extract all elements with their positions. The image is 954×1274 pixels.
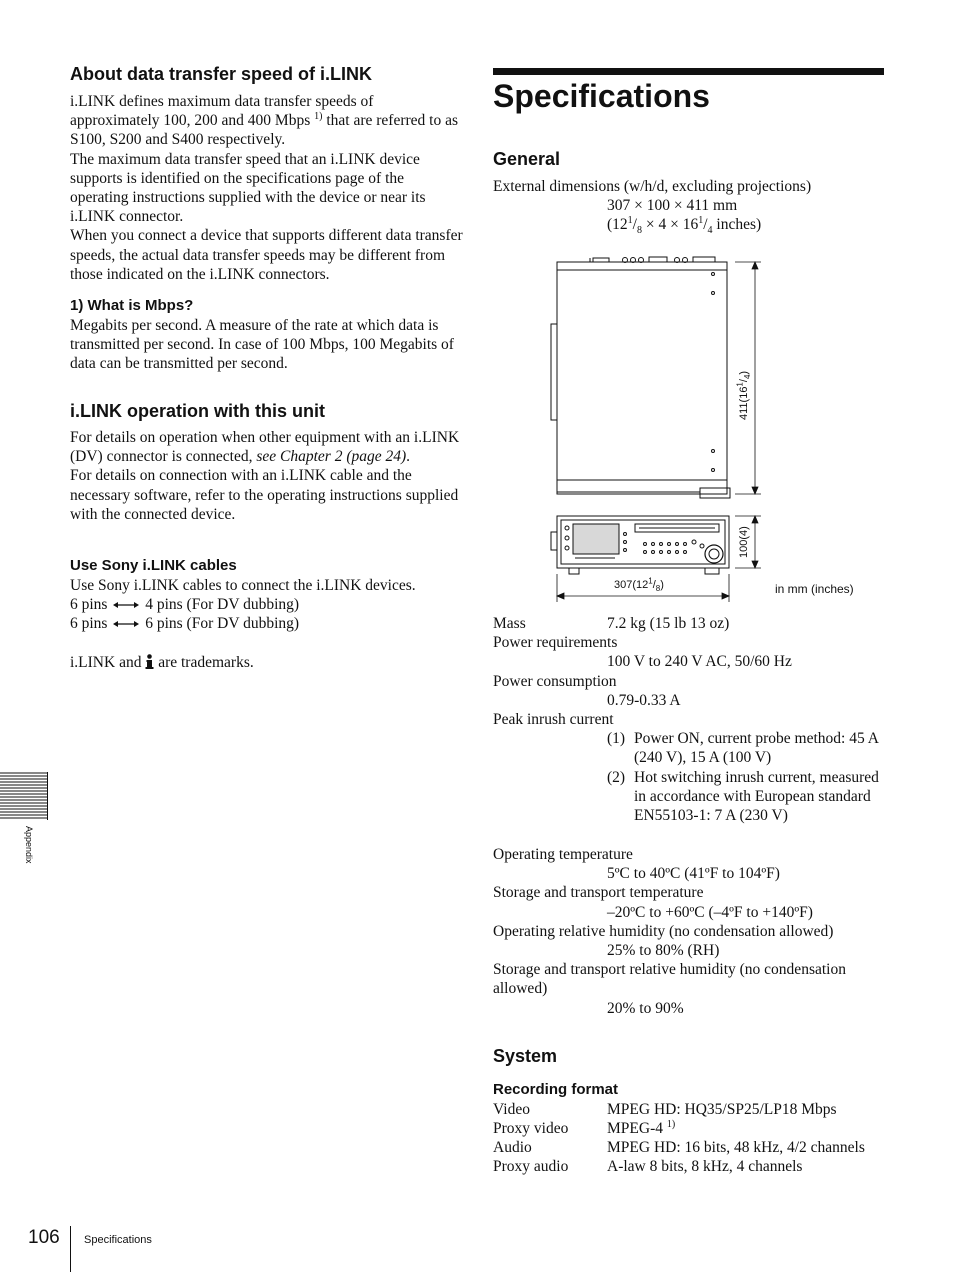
footer-divider [70,1226,71,1272]
op-temp-label: Operating temperature [493,846,633,863]
power-req-value: 100 V to 240 V AC, 50/60 Hz [607,653,792,670]
about-body [70,92,465,284]
audio-value: MPEG HD: 16 bits, 48 kHz, 4/2 channels [607,1139,865,1156]
height-label-text: 411(16 [738,386,750,420]
operation-body [70,428,465,524]
height-label-end: ) [738,370,750,375]
op-hum-value: 25% to 80% (RH) [607,942,720,959]
pins-2-source: 6 pins [70,615,108,632]
ext-dim-inches: ($12^1/_8 \times 4 \times 16^1/_4$ inches) [607,214,762,237]
operation-paragraph-2: For details on connection with an i.LINK cable and the necessary software, refer to the operating instructions supplied with the connected device. [70,467,459,523]
inrush-1-number: (1) [607,730,626,747]
pins-2-target: 6 pins (For DV dubbing) [145,615,300,632]
footer-section-label: Specifications [84,1234,152,1246]
trademark-text-b: are trademarks. [158,654,254,671]
ilink-logo-icon [145,654,154,669]
pins-1-source: 6 pins [70,596,108,613]
dimension-diagram [545,252,875,607]
frac-den: 8 [636,225,642,237]
video-value: MPEG HD: HQ35/SP25/LP18 Mbps [607,1101,837,1118]
chapter-reference: see Chapter 2 (page 24) [256,448,407,466]
height-label: $411(16^1/_4)$ [735,370,753,420]
cables-heading: Use Sony i.LINK cables [70,557,237,574]
mass-value: 7.2 kg (15 lb 13 oz) [607,615,730,632]
cables-text: Use Sony i.LINK cables to connect the i.LINK devices. [70,577,416,594]
frac-den: 8 [655,584,661,594]
audio-label: Audio [493,1139,532,1156]
about-paragraph-3: When you connect a device that supports different data transfer speeds, the actual data transfer speeds may be different from those indicated on the i.LINK connectors. [70,227,463,283]
side-tab-stripes [0,772,48,820]
about-paragraph-1 [70,92,465,150]
depth-label: 100(4) [738,526,750,558]
op-hum-label: Operating relative humidity (no condensation allowed) [493,923,834,940]
frac-num: 1 [627,214,633,226]
mbps-heading: 1) What is Mbps? [70,297,194,314]
width-label-text: 307(12 [614,579,649,591]
footnote-ref: 1) [314,111,323,123]
mass-label: Mass [493,615,526,632]
ext-dim-label: External dimensions (w/h/d, excluding projections) [493,178,812,195]
double-arrow-icon [113,600,139,610]
op-temp-value: 5ºC to 40ºC (41ºF to 104ºF) [607,865,780,882]
width-label-end: ) [660,579,664,591]
page-number: 106 [28,1227,60,1248]
side-view [551,257,730,498]
st-temp-label: Storage and transport temperature [493,884,704,901]
about-heading: About data transfer speed of i.LINK [70,64,373,84]
operation-heading: i.LINK operation with this unit [70,401,325,421]
inrush-2-text: Hot switching inrush current, measured in accordance with European standard EN55103-1: 7 A (230 V) [634,769,879,825]
trademark-line [70,653,465,672]
ext-dim-mm: 307 × 100 × 411 mm [607,197,738,214]
system-heading: System [493,1046,558,1066]
video-label: Video [493,1101,530,1118]
inrush-1-text: Power ON, current probe method: 45 A (240 V), 15 A (100 V) [634,730,879,767]
general-heading: General [493,149,561,169]
pins-row-2 [70,614,465,633]
operation-paragraph-1 [70,428,465,466]
frac-num: 1 [698,214,704,226]
front-view [551,516,729,574]
proxy-video-value [607,1119,897,1138]
st-hum-label: Storage and transport relative humidity (no condensation allowed) [493,961,846,998]
pins-1-target: 4 pins (For DV dubbing) [145,596,300,613]
side-tab-label: Appendix [24,826,34,864]
st-hum-value: 20% to 90% [607,1000,684,1017]
pins-row-1 [70,595,465,614]
power-cons-label: Power consumption [493,673,617,690]
unit-label: in mm (inches) [775,582,854,596]
proxy-audio-label: Proxy audio [493,1158,569,1175]
double-arrow-icon [113,619,139,629]
title-rule [493,68,884,75]
power-cons-value: 0.79-0.33 A [607,692,681,709]
frac-num: 1 [648,576,653,586]
op-p1-text-a: For details on operation when other equipment with an i.LINK (DV) connector is connected, [70,429,460,466]
proxy-audio-value: A-law 8 bits, 8 kHz, 4 channels [607,1158,803,1175]
ext-dim-in-part-1: (12 [607,216,628,233]
power-req-label: Power requirements [493,634,618,651]
page-title: Specifications [493,78,710,114]
frac-den: 4 [707,225,713,237]
about-paragraph-2: The maximum data transfer speed that an i.LINK device supports is identified on the specifications page of the operating instructions supplied with the device or near its i.LINK connector. [70,150,426,226]
mbps-text: Megabits per second. A measure of the rate at which data is transmitted per second. In case of 100 Mbps, 100 Megabits of data can be transmitted per second. [70,317,454,373]
ext-dim-in-part-2: × 4 × 16 [641,216,699,233]
about-p1-text-a: i.LINK defines maximum data transfer speeds of approximately 100, 200 and 400 Mbps [70,93,374,130]
about-p1-text-b: that are referred to as S100, S200 and S400 respectively. [70,112,458,149]
width-label: $307(12^1/_8)$ [614,576,664,594]
inrush-2-number: (2) [607,769,626,786]
frac-num: 1 [735,382,745,387]
trademark-text-a: i.LINK and [70,654,142,671]
st-temp-value: –20ºC to +60ºC (–4ºF to +140ºF) [607,904,813,921]
rec-format-heading: Recording format [493,1081,619,1098]
footnote-ref: 1) [666,1118,676,1130]
op-p1-text-b: . [406,448,411,466]
ext-dim-in-part-3: inches) [712,216,762,233]
proxy-video-text: MPEG-4 [607,1120,663,1137]
frac-den: 4 [743,374,753,380]
inrush-label: Peak inrush current [493,711,614,728]
proxy-video-label: Proxy video [493,1120,569,1137]
